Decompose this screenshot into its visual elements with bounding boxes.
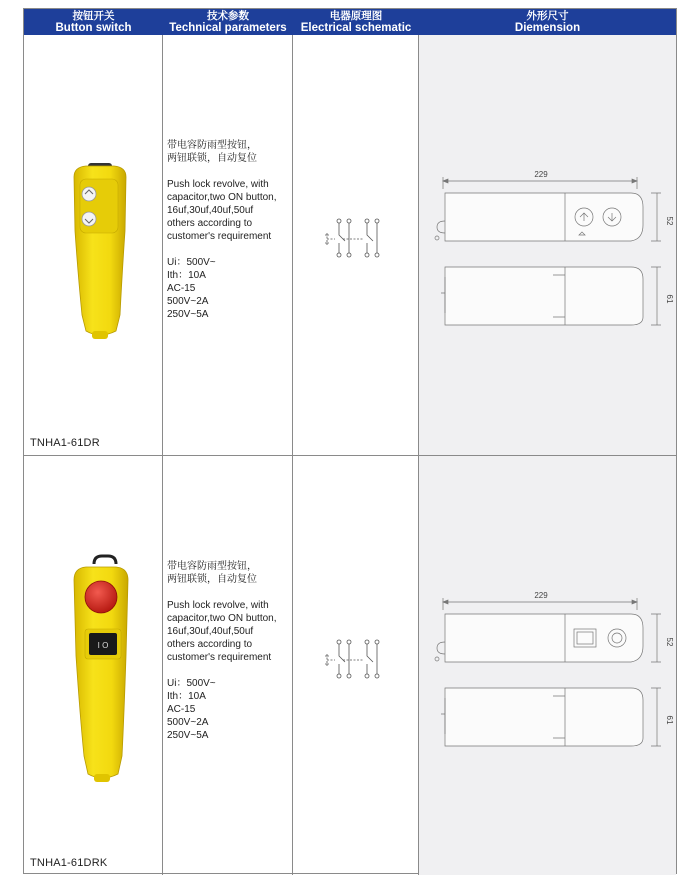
dimension-cell [419,35,676,455]
dimension-drawing [431,584,674,754]
svg-text:61: 61 [665,715,674,725]
svg-text:229: 229 [534,591,548,600]
product-cell [24,456,163,875]
table-row [24,455,676,875]
electrical-schematic-diagram [323,636,383,682]
svg-text:52: 52 [665,637,674,647]
model-number: TNHA1-61DR [30,437,100,449]
technical-parameters: 带电容防雨型按钮， 两钮联锁，自动复位 Push lock revolve, with capacitor,two ON button, 16uf,30uf,40uf,50uf others according to customer's requirement Ui：500V~ Ith：10A AC-15 500V~2A 250V~5A [167,561,277,741]
electrical-schematic-diagram [323,215,383,261]
parameters-cell [163,35,293,455]
pendant-switch-image [24,35,163,455]
down-button-icon [82,212,96,226]
product-cell [24,35,163,455]
parameters-cell [163,456,293,875]
schematic-cell [293,35,419,455]
pendant-switch-image [24,456,163,875]
svg-text:229: 229 [534,170,548,179]
emergency-stop-icon [85,581,117,613]
dimension-cell [419,456,676,875]
header-technical-parameters: 技术参数 Technical parameters [169,10,287,34]
header-dimension: 外形尺寸 Diemension [514,10,581,34]
up-button-icon [82,187,96,201]
model-number: TNHA1-61DRK [30,857,108,869]
technical-parameters: 带电容防雨型按钮， 两钮联锁，自动复位 Push lock revolve, with capacitor,two ON button, 16uf,30uf,40uf,50uf others according to customer's requirement Ui：500V~ Ith：10A AC-15 500V~2A 250V~5A [167,140,277,320]
svg-text:61: 61 [665,294,674,304]
header-electrical-schematic: 电器原理图 Electrical schematic [300,10,412,34]
spec-table [23,8,677,874]
table-header [24,9,676,35]
header-button-switch: 按钮开关 Button switch [55,10,132,34]
table-row [24,35,676,455]
svg-text:I O: I O [97,641,109,650]
svg-text:52: 52 [665,216,674,226]
schematic-cell [293,456,419,875]
dimension-drawing [431,163,674,333]
